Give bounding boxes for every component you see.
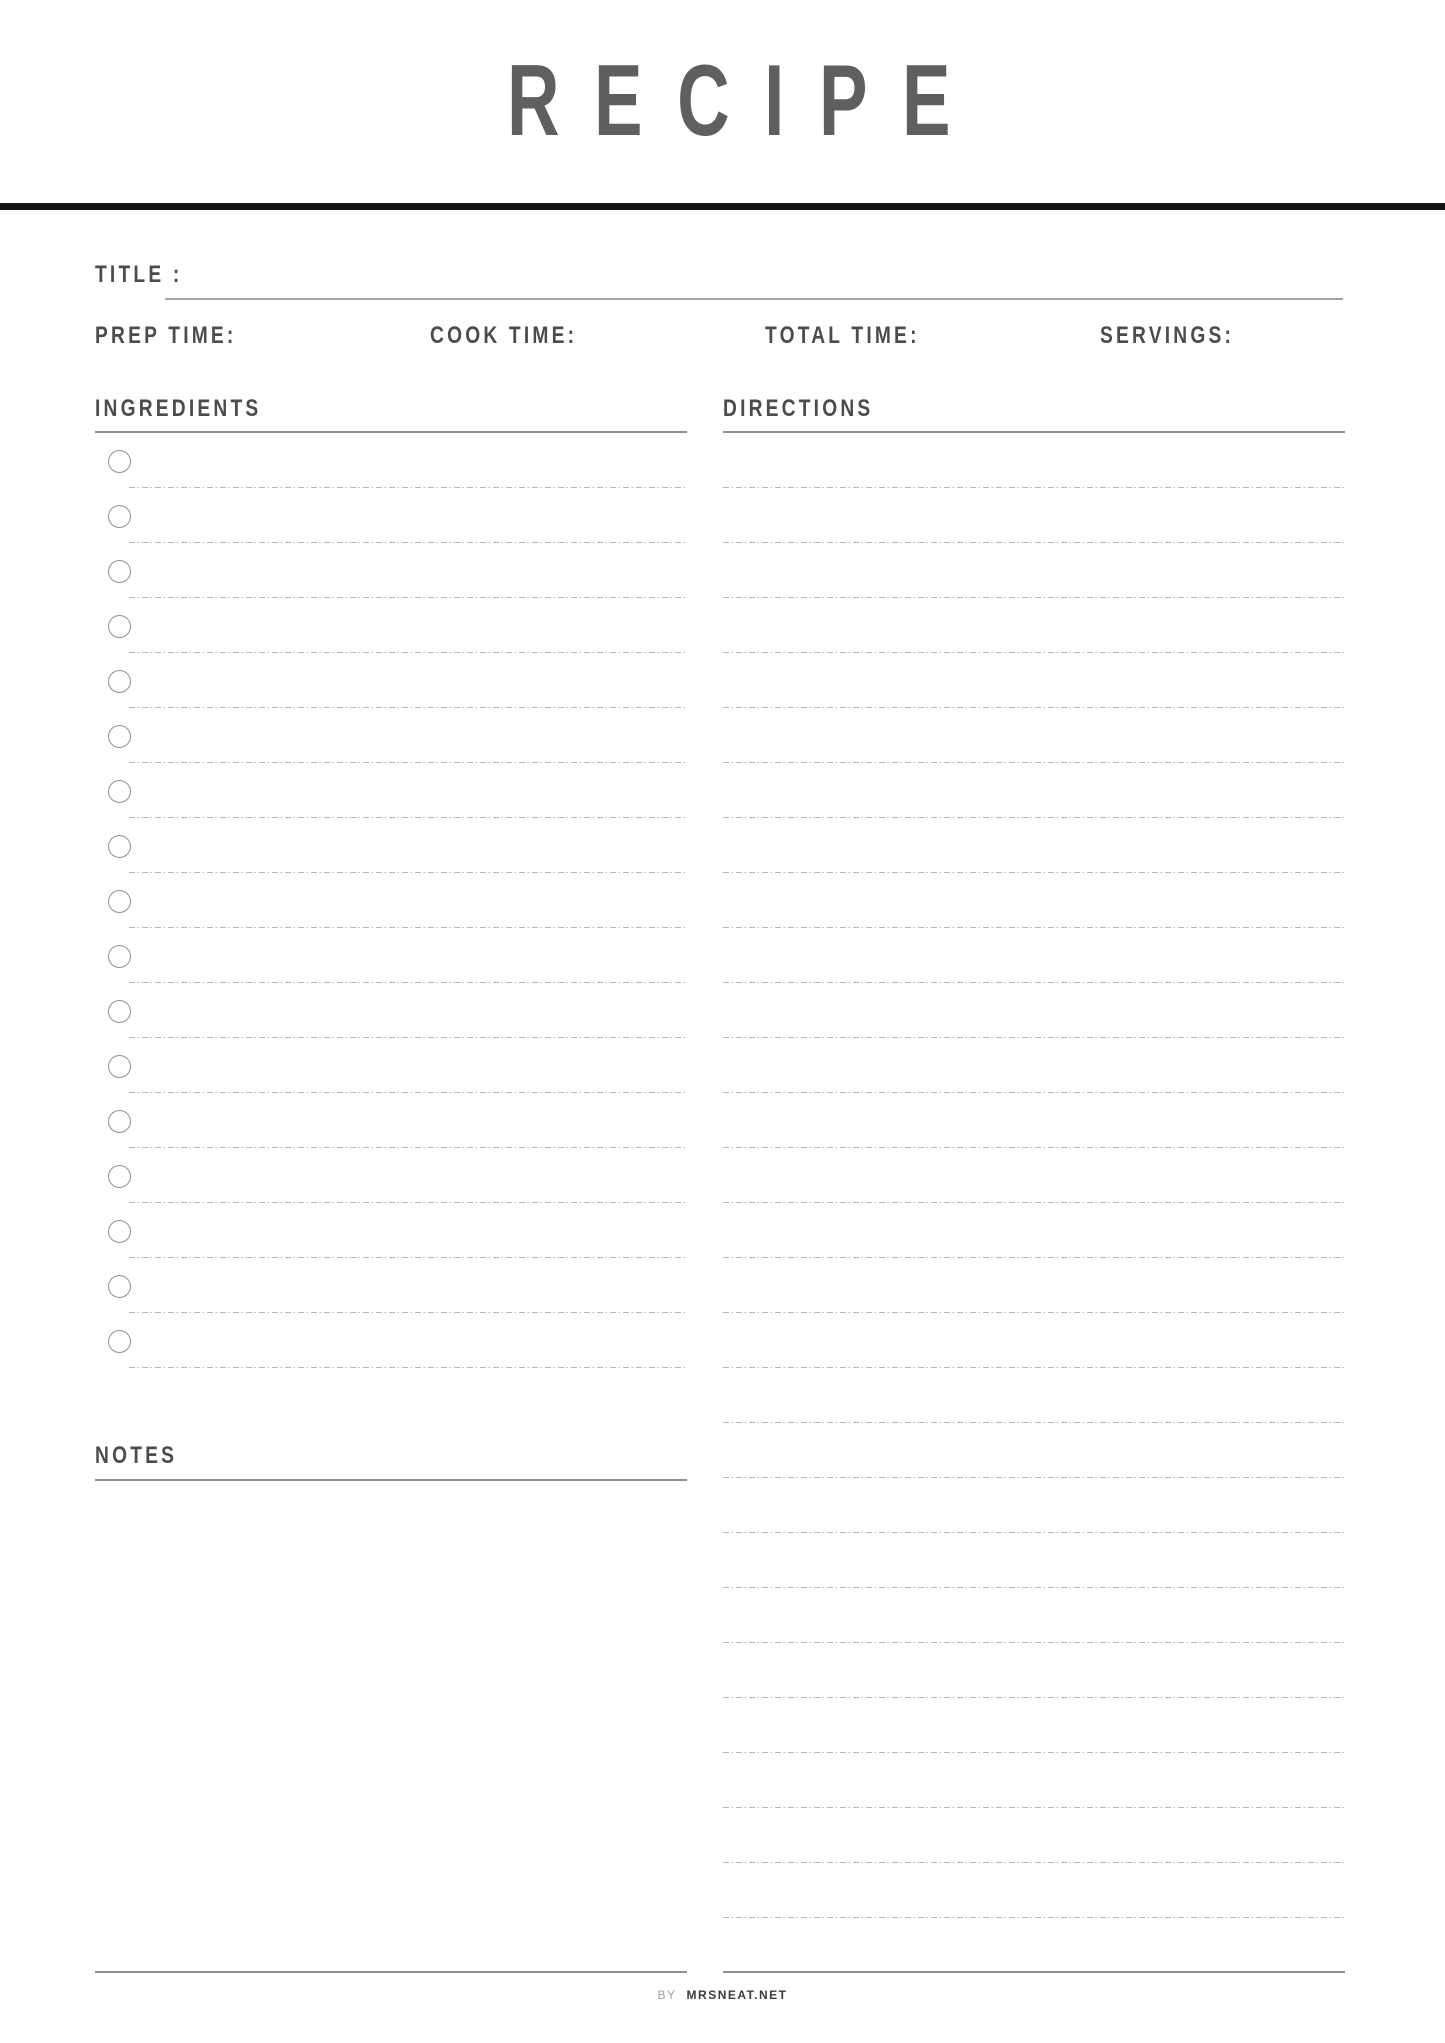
ingredient-checkbox[interactable] [108, 1000, 131, 1023]
direction-input-line[interactable] [723, 927, 1345, 928]
direction-input-line[interactable] [723, 1532, 1345, 1533]
directions-lines [723, 433, 1345, 1933]
title-field-label: TITLE : [95, 261, 183, 288]
page-title [0, 45, 1445, 157]
direction-input-line[interactable] [723, 1092, 1345, 1093]
servings-label: SERVINGS: [1100, 322, 1235, 349]
cook-time-label: COOK TIME: [430, 322, 578, 349]
header-divider [0, 203, 1445, 210]
footer-rule-left [95, 1971, 687, 1973]
direction-input-line[interactable] [723, 597, 1345, 598]
ingredient-checkbox[interactable] [108, 670, 131, 693]
ingredient-row [95, 928, 687, 983]
ingredient-checkbox[interactable] [108, 780, 131, 803]
direction-input-line[interactable] [723, 542, 1345, 543]
ingredient-checkbox[interactable] [108, 1110, 131, 1133]
direction-input-line[interactable] [723, 872, 1345, 873]
ingredient-checkbox[interactable] [108, 835, 131, 858]
direction-input-line[interactable] [723, 1202, 1345, 1203]
notes-header: NOTES [95, 1442, 178, 1469]
ingredient-checkbox[interactable] [108, 1330, 131, 1353]
ingredient-checkbox[interactable] [108, 1220, 131, 1243]
ingredient-checkbox[interactable] [108, 560, 131, 583]
direction-input-line[interactable] [723, 817, 1345, 818]
ingredient-row [95, 1093, 687, 1148]
direction-input-line[interactable] [723, 1477, 1345, 1478]
direction-input-line[interactable] [723, 1697, 1345, 1698]
direction-input-line[interactable] [723, 1312, 1345, 1313]
total-time-label: TOTAL TIME: [765, 322, 920, 349]
direction-input-line[interactable] [723, 707, 1345, 708]
ingredient-checkbox[interactable] [108, 615, 131, 638]
direction-input-line[interactable] [723, 487, 1345, 488]
ingredient-checkbox[interactable] [108, 1165, 131, 1188]
ingredient-row [95, 763, 687, 818]
ingredient-row [95, 873, 687, 928]
ingredient-row [95, 488, 687, 543]
ingredient-checkbox[interactable] [108, 945, 131, 968]
ingredient-checkbox[interactable] [108, 1275, 131, 1298]
ingredient-checkbox[interactable] [108, 505, 131, 528]
ingredient-row [95, 1313, 687, 1368]
ingredient-checkbox[interactable] [108, 1055, 131, 1078]
footer-brand: MRSNEAT.NET [686, 1988, 788, 2002]
ingredient-row [95, 983, 687, 1038]
ingredient-row [95, 1148, 687, 1203]
direction-input-line[interactable] [723, 1037, 1345, 1038]
ingredient-row [95, 1038, 687, 1093]
ingredient-checkbox[interactable] [108, 450, 131, 473]
ingredient-row [95, 433, 687, 488]
ingredient-checkbox[interactable] [108, 725, 131, 748]
direction-input-line[interactable] [723, 1257, 1345, 1258]
ingredient-row [95, 708, 687, 763]
directions-header: DIRECTIONS [723, 395, 874, 422]
footer-credit [0, 1989, 1445, 2001]
direction-input-line[interactable] [723, 1587, 1345, 1588]
ingredient-row [95, 653, 687, 708]
ingredient-row [95, 598, 687, 653]
ingredient-row [95, 818, 687, 873]
direction-input-line[interactable] [723, 1642, 1345, 1643]
ingredient-row [95, 543, 687, 598]
direction-input-line[interactable] [723, 1807, 1345, 1808]
direction-input-line[interactable] [723, 762, 1345, 763]
ingredients-rows [95, 433, 687, 1368]
title-input-line[interactable] [165, 298, 1343, 300]
ingredient-checkbox[interactable] [108, 890, 131, 913]
footer-rule-right [723, 1971, 1345, 1973]
notes-header-underline [95, 1479, 687, 1481]
ingredient-row [95, 1258, 687, 1313]
footer-by-label: BY [657, 1988, 677, 2002]
ingredient-row [95, 1203, 687, 1258]
direction-input-line[interactable] [723, 1917, 1345, 1918]
page-title-text: RECIPE [507, 45, 986, 157]
ingredient-input-line[interactable] [129, 1367, 687, 1368]
direction-input-line[interactable] [723, 1422, 1345, 1423]
ingredients-header: INGREDIENTS [95, 395, 262, 422]
direction-input-line[interactable] [723, 652, 1345, 653]
notes-input-area[interactable] [95, 1486, 687, 1966]
prep-time-label: PREP TIME: [95, 322, 237, 349]
direction-input-line[interactable] [723, 1147, 1345, 1148]
direction-input-line[interactable] [723, 1862, 1345, 1863]
direction-input-line[interactable] [723, 1752, 1345, 1753]
direction-input-line[interactable] [723, 982, 1345, 983]
direction-input-line[interactable] [723, 1367, 1345, 1368]
